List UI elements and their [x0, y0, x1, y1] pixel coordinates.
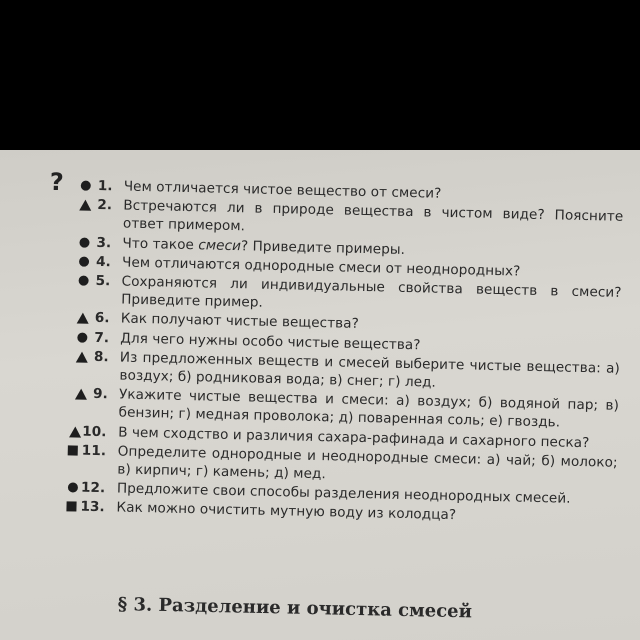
circle-marker-icon: [79, 237, 89, 247]
question-text: Определите однородные и неоднородные смеси: а) чай; б) молоко; в) кирпич; г) камень; д) мед.: [117, 443, 618, 483]
question-mark-icon: ?: [49, 167, 65, 197]
question-number: 6.: [94, 310, 110, 327]
question-number: 13.: [80, 499, 105, 516]
question-number: 11.: [81, 442, 107, 460]
question-text: Предложите свои способы разделения неоднородных смесей.: [116, 480, 571, 508]
question-text: Укажите чистые вещества и смеси: а) воздух; б) водяной пар; в) бензин; г) медная проволока; д) поваренная соль; е) гвоздь.: [118, 386, 620, 431]
question-number: 3.: [96, 234, 112, 251]
question-text: Сохраняются ли индивидуальные свойства веществ в смеси? Приведите пример.: [121, 273, 622, 311]
circle-marker-icon: [81, 181, 91, 191]
question-number: 2.: [97, 197, 113, 214]
book-page: [0, 150, 640, 640]
question-number: 7.: [94, 329, 110, 346]
question-text-part: ? Приведите примеры.: [240, 237, 406, 258]
triangle-marker-icon: [79, 200, 91, 211]
circle-marker-icon: [68, 483, 78, 493]
questions-block: [48, 167, 624, 528]
question-text: Из предложенных веществ и смесей выберите чистые вещества: а) воздух; б) родниковая вода; в) снег; г) лед.: [119, 349, 620, 391]
question-text: Встречаются ли в природе вещества в чистом виде? Поясните ответ примером.: [122, 197, 624, 235]
question-text: Для чего нужны особо чистые вещества?: [120, 330, 421, 353]
square-marker-icon: [68, 445, 78, 455]
section-heading: § 3. Разделение и очистка смесей: [117, 594, 473, 623]
question-number: 12.: [80, 479, 106, 497]
question-text: Как можно очистить мутную воду из колодца?: [116, 499, 457, 524]
circle-marker-icon: [79, 256, 89, 266]
question-text-italic: смеси: [198, 236, 242, 254]
question-text: Чем отличаются однородные смеси от неоднородных?: [121, 254, 521, 280]
question-number: 10.: [82, 423, 107, 440]
question-number: 9.: [92, 386, 108, 403]
question-text: В чем сходство и различия сахара-рафинада и сахарного песка?: [118, 424, 590, 451]
question-number: 4.: [95, 253, 111, 271]
question-number: 8.: [93, 348, 109, 366]
triangle-marker-icon: [69, 426, 81, 437]
square-marker-icon: [66, 502, 76, 512]
question-number: 1.: [97, 177, 113, 195]
triangle-marker-icon: [76, 351, 88, 362]
question-text-part: Что такое: [122, 235, 199, 253]
question-text: Как получают чистые вещества?: [120, 310, 360, 333]
triangle-marker-icon: [77, 313, 89, 324]
circle-marker-icon: [79, 276, 89, 286]
circle-marker-icon: [77, 332, 87, 342]
question-number: 5.: [95, 272, 111, 290]
question-text: Чем отличается чистое вещество от смеси?: [123, 178, 442, 202]
triangle-marker-icon: [75, 389, 87, 400]
